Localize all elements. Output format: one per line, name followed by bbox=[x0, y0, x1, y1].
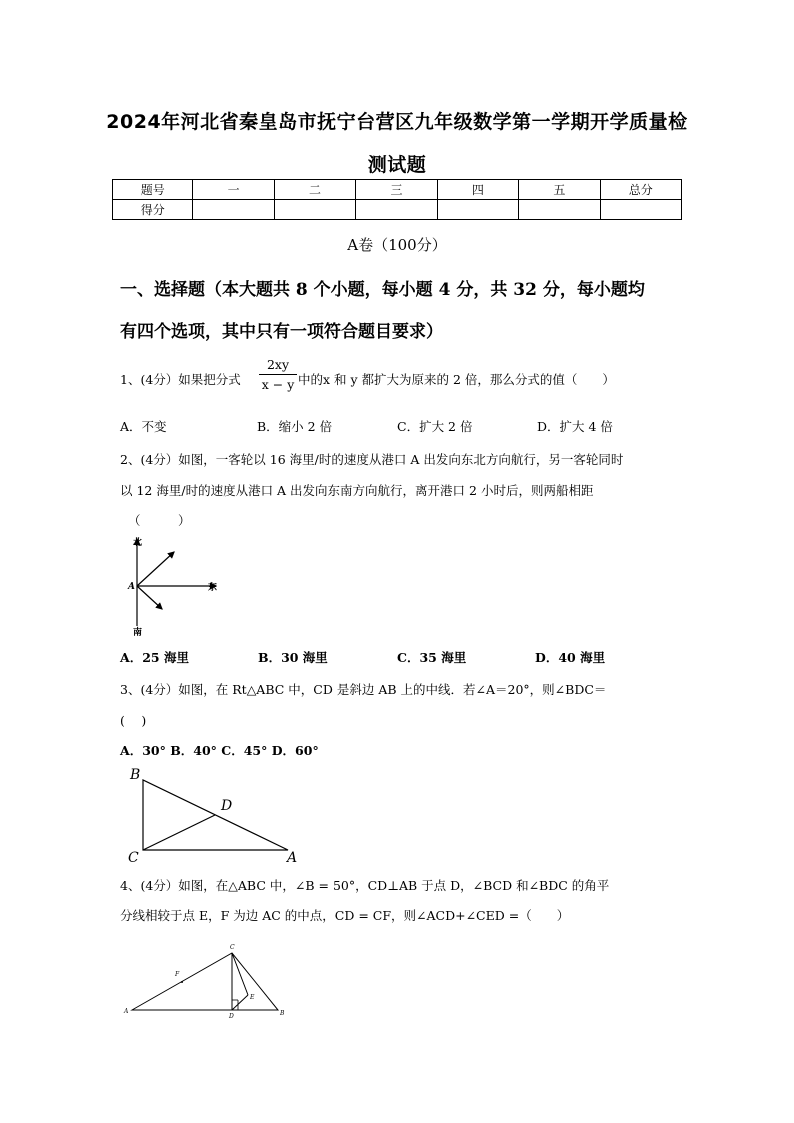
q2-option-a: A．25 海里 bbox=[120, 650, 189, 665]
vertex-d-label: D bbox=[221, 798, 233, 814]
fraction-bar bbox=[259, 374, 297, 375]
score-table-score-row bbox=[113, 200, 682, 220]
q2-option-d: D．40 海里 bbox=[535, 650, 606, 665]
q1-suffix: 中的x 和 y 都扩大为原来的 2 倍，那么分式的值（ ） bbox=[298, 372, 615, 387]
origin-label: A bbox=[128, 582, 135, 592]
point-e-label: E bbox=[250, 994, 255, 1001]
score-cell[interactable] bbox=[600, 200, 681, 220]
q2-option-c: C．35 海里 bbox=[397, 650, 467, 665]
vertex-c-label: C bbox=[128, 850, 139, 865]
score-cell[interactable] bbox=[356, 200, 437, 220]
q1-denominator: x − y bbox=[261, 377, 295, 392]
point-d-label: D bbox=[229, 1013, 234, 1020]
vertex-b-label: B bbox=[280, 1010, 285, 1017]
q1-numerator: 2xy bbox=[266, 357, 290, 372]
score-table-header-row bbox=[113, 180, 682, 200]
north-label: 北 bbox=[133, 538, 143, 548]
point-f-label: F bbox=[175, 971, 180, 978]
q4-line2: 分线相较于点 E，F 为边 AC 的中点，CD = CF，则∠ACD+∠CED =（ ） bbox=[120, 908, 570, 923]
score-cell[interactable] bbox=[274, 200, 355, 220]
q2-option-b: B．30 海里 bbox=[258, 650, 328, 665]
vertex-c-label: C bbox=[230, 944, 235, 951]
score-header-cell: 题号 bbox=[113, 180, 193, 200]
score-header-cell: 四 bbox=[437, 180, 518, 200]
q4-line1: 4、(4分）如图，在△ABC 中，∠B = 50°，CD⊥AB 于点 D，∠BCD 和∠BDC 的角平 bbox=[120, 878, 610, 893]
vertex-b-label: B bbox=[130, 767, 141, 783]
q2-line1: 2、(4分）如图，一客轮以 16 海里/时的速度从港口 A 出发向东北方向航行，另一客轮同时 bbox=[120, 452, 624, 467]
doc-title-line2: 测试题 bbox=[367, 154, 427, 176]
score-table bbox=[112, 179, 682, 220]
q1-option-b: B．缩小 2 倍 bbox=[257, 419, 333, 434]
q3-options: A．30° B．40° C．45° D．60° bbox=[120, 743, 319, 758]
score-header-cell: 二 bbox=[274, 180, 355, 200]
q1-option-a: A．不变 bbox=[120, 419, 167, 434]
score-header-cell: 总分 bbox=[600, 180, 681, 200]
score-header-cell: 五 bbox=[519, 180, 600, 200]
score-header-cell: 一 bbox=[193, 180, 274, 200]
q2-compass-figure bbox=[120, 533, 230, 638]
east-label: 东 bbox=[208, 583, 218, 593]
q4-triangle-figure bbox=[120, 940, 295, 1020]
doc-title-line1: 2024年河北省秦皇岛市抚宁台营区九年级数学第一学期开学质量检 bbox=[106, 111, 688, 133]
part1-heading-line2: 有四个选项，其中只有一项符合题目要求） bbox=[120, 322, 443, 342]
q1-fraction bbox=[259, 357, 297, 392]
q3-line2: ( ) bbox=[120, 713, 147, 728]
score-row-label: 得分 bbox=[113, 200, 193, 220]
q2-line2: 以 12 海里/时的速度从港口 A 出发向东南方向航行，离开港口 2 小时后，则两船相距 bbox=[120, 483, 594, 498]
q1-option-d: D．扩大 4 倍 bbox=[537, 419, 613, 434]
q2-line3: （ ） bbox=[128, 513, 191, 528]
south-label: 南 bbox=[133, 628, 143, 638]
q3-triangle-figure bbox=[125, 765, 305, 865]
vertex-a-label: A bbox=[287, 850, 298, 865]
section-a-heading: A卷（100分） bbox=[347, 236, 447, 254]
score-cell[interactable] bbox=[519, 200, 600, 220]
score-header-cell: 三 bbox=[356, 180, 437, 200]
q3-line1: 3、(4分）如图，在 Rt△ABC 中，CD 是斜边 AB 上的中线．若∠A＝20°，则∠BDC＝ bbox=[120, 682, 607, 697]
vertex-a-label: A bbox=[124, 1008, 129, 1015]
part1-heading-line1: 一、选择题（本大题共 8 个小题，每小题 4 分，共 32 分，每小题均 bbox=[120, 280, 645, 300]
score-cell[interactable] bbox=[437, 200, 518, 220]
q1-prefix: 1、(4分）如果把分式 bbox=[120, 372, 241, 387]
q1-option-c: C．扩大 2 倍 bbox=[397, 419, 473, 434]
score-cell[interactable] bbox=[193, 200, 274, 220]
